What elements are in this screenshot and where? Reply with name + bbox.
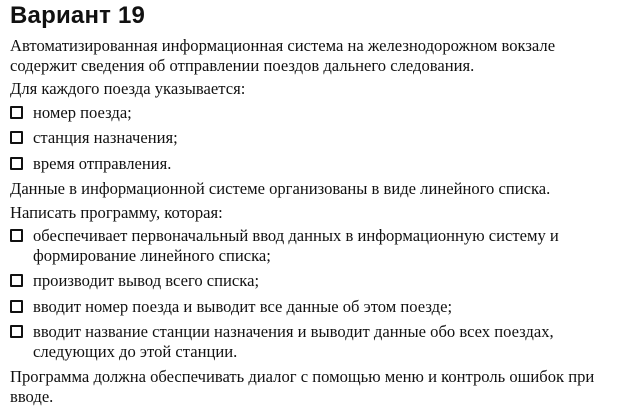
tasks-list bbox=[10, 226, 615, 361]
list-item-text: вводит номер поезда и выводит все данные об этом поезде; bbox=[33, 296, 453, 316]
checkbox-bullet-icon bbox=[10, 274, 23, 287]
variant-title: Вариант 19 bbox=[10, 2, 146, 29]
checkbox-bullet-icon bbox=[10, 325, 23, 338]
checkbox-bullet-icon bbox=[10, 157, 23, 170]
list-item bbox=[10, 103, 615, 123]
fields-heading: Для каждого поезда указывается: bbox=[10, 79, 246, 98]
list-item bbox=[10, 128, 615, 148]
list-item bbox=[10, 297, 615, 317]
intro-paragraph: Автоматизированная информационная система на железнодорожном вокзале содержит сведения об отправлении поездов дальнего следования. bbox=[10, 36, 556, 75]
list-item bbox=[10, 322, 615, 361]
checkbox-bullet-icon bbox=[10, 106, 23, 119]
list-item-text: вводит название станции назначения и выводит данные обо всех поездах, следующих до этой станции. bbox=[33, 322, 554, 361]
list-item-text: номер поезда; bbox=[33, 102, 132, 122]
checkbox-bullet-icon bbox=[10, 229, 23, 242]
organization-paragraph: Данные в информационной системе организованы в виде линейного списка. bbox=[10, 179, 551, 198]
list-item-text: обеспечивает первоначальный ввод данных в информационную систему и формирование линейного списка; bbox=[33, 226, 559, 265]
conclusion-paragraph: Программа должна обеспечивать диалог с помощью меню и контроль ошибок при вводе. bbox=[10, 367, 595, 406]
fields-list bbox=[10, 103, 615, 174]
list-item-text: производит вывод всего списка; bbox=[33, 271, 260, 290]
list-item-text: станция назначения; bbox=[33, 128, 178, 147]
checkbox-bullet-icon bbox=[10, 131, 23, 144]
list-item bbox=[10, 154, 615, 174]
list-item bbox=[10, 226, 615, 265]
checkbox-bullet-icon bbox=[10, 300, 23, 313]
list-item-text: время отправления. bbox=[33, 153, 172, 173]
list-item bbox=[10, 271, 615, 291]
task-heading: Написать программу, которая: bbox=[10, 202, 223, 222]
